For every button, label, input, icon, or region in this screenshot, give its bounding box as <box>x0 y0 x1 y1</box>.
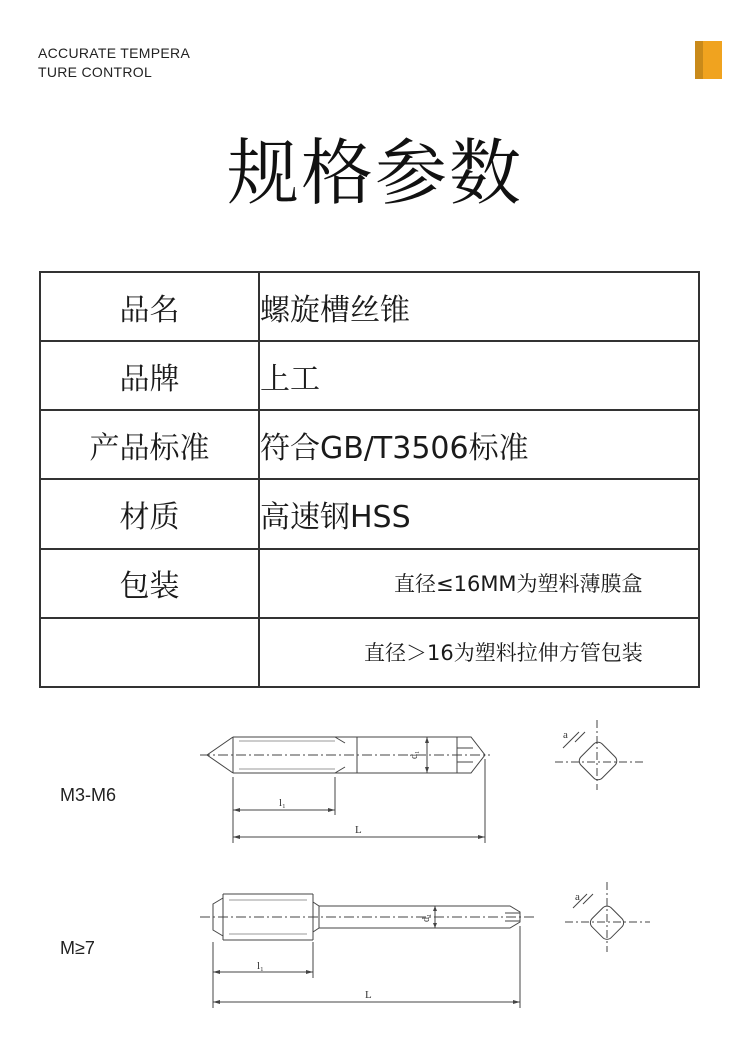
tap-drawing-small <box>195 715 495 850</box>
square-section-large <box>565 882 650 952</box>
dim-d1: d₁ <box>409 750 420 759</box>
spec-value: 直径＞16为塑料拉伸方管包装 <box>259 618 699 687</box>
dim-a: a <box>563 729 568 741</box>
dim-d1: d₁ <box>421 913 432 922</box>
square-section-small <box>555 720 645 790</box>
brand-tagline-line2: TURE CONTROL <box>38 64 153 80</box>
brand-tagline-line1: ACCURATE TEMPERA <box>38 45 191 61</box>
spec-value: 螺旋槽丝锥 <box>259 272 699 341</box>
dim-L: L <box>355 824 362 836</box>
spec-key: 产品标准 <box>40 410 259 479</box>
table-row <box>40 618 699 687</box>
spec-key: 品牌 <box>40 341 259 410</box>
page-title: 规格参数 <box>226 131 523 215</box>
diagram-label-m7: M≥7 <box>60 938 95 958</box>
accent-bar <box>695 41 722 79</box>
table-row <box>40 479 699 548</box>
spec-value: 直径≤16MM为塑料薄膜盒 <box>259 549 699 618</box>
dim-l1: l₁ <box>279 797 286 809</box>
table-row <box>40 410 699 479</box>
brand-tagline <box>38 44 190 82</box>
spec-key: 包装 <box>40 549 259 618</box>
dim-l1: l₁ <box>257 960 264 972</box>
spec-table <box>39 271 700 688</box>
dim-a: a <box>575 891 580 903</box>
spec-value: 高速钢HSS <box>259 479 699 548</box>
tap-drawing-large <box>195 882 540 1012</box>
table-row <box>40 549 699 618</box>
diagram-label-m3-m6: M3-M6 <box>60 785 117 805</box>
spec-key: 材质 <box>40 479 259 548</box>
dim-L: L <box>365 989 372 1001</box>
spec-value: 上工 <box>259 341 699 410</box>
spec-key <box>40 618 259 687</box>
spec-value: 符合GB/T3506标准 <box>259 410 699 479</box>
table-row <box>40 341 699 410</box>
spec-key: 品名 <box>40 272 259 341</box>
table-row <box>40 272 699 341</box>
